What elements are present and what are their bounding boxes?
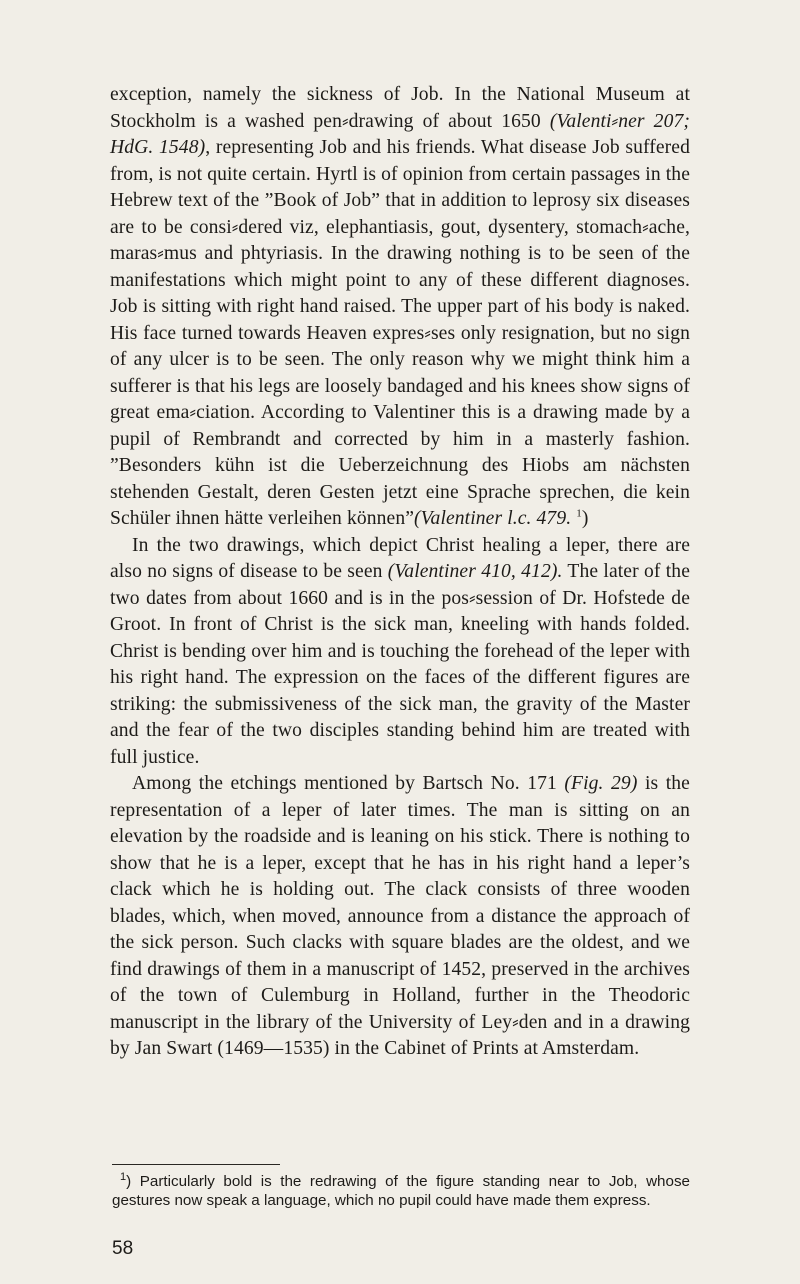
footnote [112,1172,690,1210]
paragraph [110,771,690,1063]
footnote-marker-paren: ) [126,1173,132,1190]
page-number: 58 [112,1238,134,1259]
footnote-marker: 1 [120,1170,127,1183]
citation: (Valentiner l.c. 479. [414,508,572,529]
text-run: In the two drawings, which depict Christ healing a leper, there are also no signs of disease to be seen [110,534,690,582]
footnote-rule [112,1164,280,1165]
text-run: , representing Job and his friends. What disease Job suffered from, is not quite certain. Hyrtl is of opinion from certain passages in the Hebrew text of the ”Book of Job” that in addition to leprosy six diseases are to be consi⸗dered viz, elephantiasis, gout, dysentery, stomach⸗ache, maras⸗mus and phtyriasis. In the drawing nothing is to be seen of the manifestations which might point to any of these different diagnoses. Job is sitting with right hand raised. The upper part of his body is naked. His face turned towards Heaven expres⸗ses only resignation, but no sign of any ulcer is to be seen. The only reason why we might think him a sufferer is that his legs are loosely bandaged and his knees show signs of great ema⸗ciation. According to Valentiner this is a drawing made by a pupil of Rembrandt and corrected by him in a masterly fashion. ”Besonders kühn ist die Ueberzeichnung des Hiobs am nächsten stehenden Gestalt, deren Gesten jetzt eine Sprache sprechen, die kein Schüler ihnen hätte verleihen können” [110,137,690,529]
text-run: Among the etchings mentioned by Bartsch No. 171 [132,773,565,794]
text-run: exception, namely the sickness of Job. In the National Museum at Stockholm is a washed pen⸗drawing of about 1650 [110,84,690,132]
text-run: ) [581,508,589,529]
paragraph [110,533,690,772]
paragraph [110,82,690,533]
text-run: is the representation of a leper of later times. The man is sitting on an elevation by the roadside and is leaning on his stick. There is nothing to show that he is a leper, except that he has in his right hand a leper’s clack which he is holding out. The clack consists of three wooden blades, which, when moved, announce from a distance the approach of the sick person. Such clacks with square blades are the oldest, and we find drawings of them in a manuscript of 1452, preserved in the archives of the town of Culemburg in Holland, further in the Theodoric manuscript in the library of the University of Ley⸗den and in a drawing by Jan Swart (1469—1535) in the Cabinet of Prints at Amsterdam. [110,773,690,1059]
citation: (Valentiner 410, 412). [387,561,563,582]
citation: (Fig. 29) [564,773,638,794]
text-run: The later of the two dates from about 1660 and is in the pos⸗session of Dr. Hofstede de Groot. In front of Christ is the sick man, kneeling with hands folded. Christ is bending over him and is touching the forehead of the leper with his right hand. The expression on the faces of the different figures are striking: the submissiveness of the sick man, the gravity of the Master and the fear of the two disciples standing behind him are treated with full justice. [110,561,690,768]
body-text [110,82,690,1063]
footnote-text: Particularly bold is the redrawing of the figure standing near to Job, whose gestures now speak a language, which no pupil could have made them express. [112,1173,690,1209]
footnote-reference: 1 [576,507,582,520]
citation: (Valenti⸗ner 207; HdG. 1548) [110,110,690,158]
